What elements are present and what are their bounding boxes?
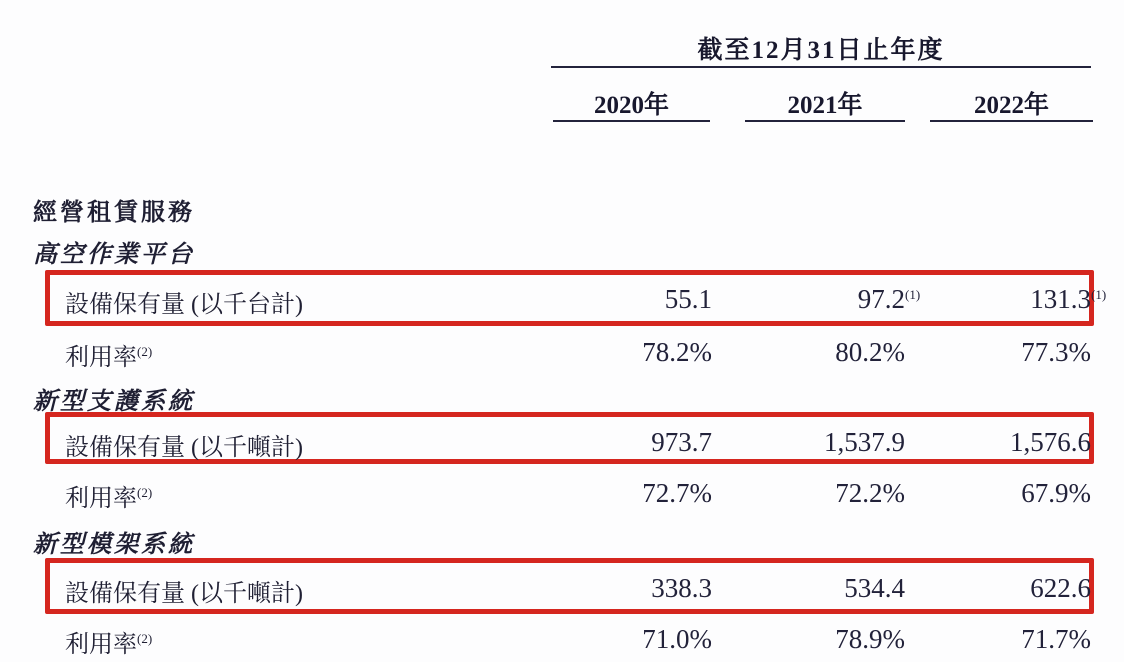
column-header-2020: 2020年 [593,92,669,119]
cell-2020: 338.3 [651,573,712,603]
cell-2021: 534.4 [844,573,905,603]
cell-2020: 78.2% [642,337,712,367]
group-title-operating-lease: 經營租賃服務 [33,200,195,226]
footnote-marker: (2) [137,344,153,359]
cell-2022: 131.3$^{(1)}$ [1030,284,1107,314]
cell-2022: 1,576.6 [1010,427,1091,457]
section-title-formwork-system: 新型模架系統 [33,532,195,558]
cell-2021: 80.2% [835,337,905,367]
cell-2021: 78.9% [835,624,905,654]
cell-2020: 71.0% [642,624,712,654]
table-row [0,624,1124,656]
cell-2022: 622.6 [1030,573,1091,603]
cell-2022: 67.9% [1021,478,1091,508]
table-row [0,478,1124,510]
column-rule-2020 [553,120,710,122]
cell-2022: 77.3% [1021,337,1091,367]
table-row [0,337,1124,369]
column-header-2021: 2021年 [787,92,863,119]
footnote-marker: (2) [137,485,153,500]
row-label-utilization: 利用率$^{(2)}$ [65,631,153,658]
cell-2020: 55.1 [664,284,712,314]
row-label-utilization: 利用率$^{(2)}$ [65,485,153,512]
cell-2020: 72.7% [642,478,712,508]
cell-2021: 97.2$^{(1)}$ [857,284,921,314]
row-label-utilization: 利用率$^{(2)}$ [65,344,153,371]
period-header: 截至12月31日止年度 [697,37,945,64]
footnote-marker: (2) [137,631,153,646]
column-rule-2022 [930,120,1093,122]
section-title-support-system: 新型支護系統 [33,389,195,415]
cell-2022: 71.7% [1021,624,1091,654]
table-row [0,573,1124,605]
column-rule-2021 [745,120,905,122]
table-row [0,427,1124,459]
row-label-fleet-size: 設備保有量 (以千台計) [65,292,303,318]
cell-2021: 72.2% [835,478,905,508]
cell-2021: 1,537.9 [824,427,905,457]
column-header-2022: 2022年 [973,92,1049,119]
row-label-fleet-size: 設備保有量 (以千噸計) [65,435,303,461]
cell-2020: 973.7 [651,427,712,457]
period-header-rule [551,66,1091,68]
section-title-aerial-platform: 高空作業平台 [33,242,195,268]
table-row [0,284,1124,316]
row-label-fleet-size: 設備保有量 (以千噸計) [65,581,303,607]
